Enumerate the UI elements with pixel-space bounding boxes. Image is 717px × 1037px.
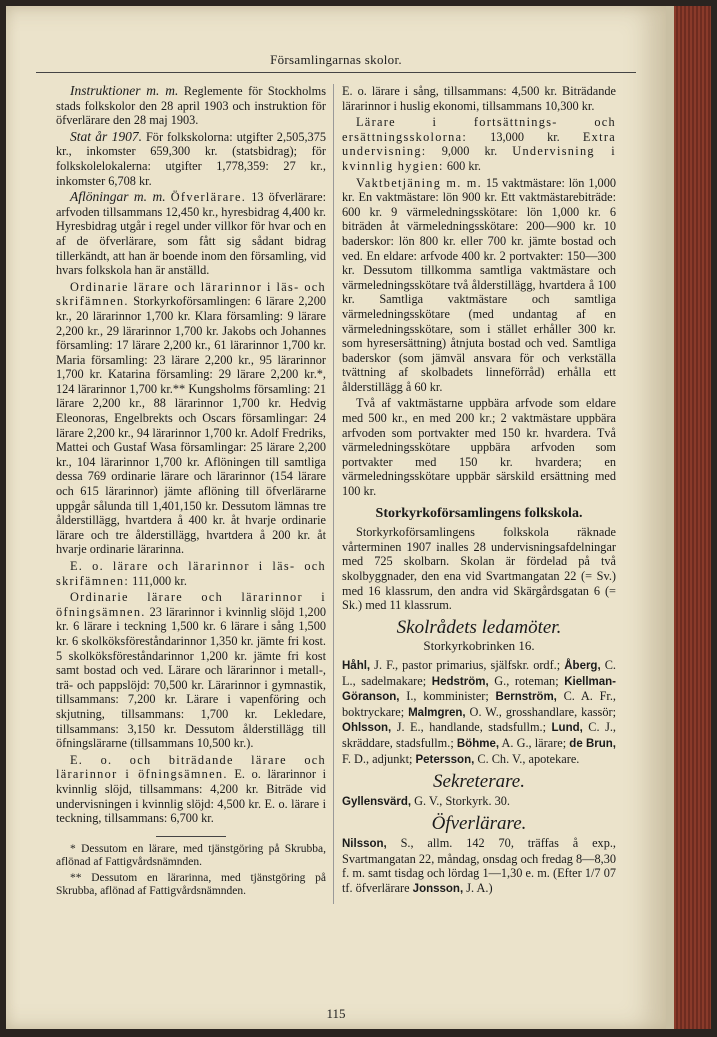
paragraph: [56, 190, 326, 278]
member-name: Malmgren,: [408, 706, 466, 719]
member-text: C. A. Fr., boktryckare;: [342, 689, 616, 719]
footnote: ** Dessutom en lärarinna, med tjänstgöring på Skrubba, aflönad af Fattigvårdsnämnden.: [56, 871, 326, 898]
member-name: Hedström,: [431, 675, 489, 688]
member-name: Bernström,: [495, 691, 557, 704]
entry-text: J. A.): [463, 880, 493, 895]
section-heading: Aflöningar m. m.: [70, 189, 166, 205]
spaced-heading: Extra undervisning:: [342, 129, 617, 159]
page-number: 115: [326, 1006, 346, 1021]
member-name: de Brun,: [569, 737, 616, 750]
paragraph: [56, 130, 326, 188]
person-name: Gyllensvärd,: [342, 795, 412, 808]
member-text: J. E., handlande, stadsfullm.;: [391, 720, 552, 735]
paragraph-text: 111,000 kr.: [132, 573, 187, 588]
person-name: Nilsson,: [342, 837, 387, 850]
paragraph-text: 23 lärarinnor i kvinnlig slöjd 1,200 kr. 6 lärare i teckning 1,500 kr. 6 lärare i sång 1,500 kr. 6 skolköksföreståndarinnor 1,350 kr. jämte fri kost. 5 skolköksföreståndarinnor 1,200 kr. jämte fri kost samt bostad och ved. Lärare och lärarinnor i metall-, trä- och pappslöjd: 70,500 kr. Lärarinnor i gymnastik, tillsammans: 7,200 kr. Lärare i vapenföring och skjutning, tillsammans: 1,700 kr. Lekledare, tillsammans: 3,150 kr. Dessutom ålderstillägg till öfningslärarne (tillsammans 10,500 kr.).: [56, 604, 327, 751]
section-title: Storkyrkoförsamlingens folkskola.: [375, 505, 583, 521]
paragraph-text: 13,000 kr.: [490, 129, 560, 144]
paragraph-text: Storkyrkoförsamlingen: 6 lärare 2,200 kr., 20 lärarinnor 1,700 kr. Klara församling: 9 lärare 2,200 kr., 29 lärarinnor 1,700 kr. Jakobs och Johannes församling: 17 lärare 2,200 kr., 61 lärarinnor 1,700 kr. Maria församling: 23 lärare 2,200 kr., 95 lärarinnor 1,700 kr. Katarina församling: 29 lärare 2,200 kr.*, 124 lärarinnor 1,700 kr.** Kungsholms församling: 21 lärare 2,200 kr., 88 lärarinnor 1,700 kr. Hedvig Eleonoras, Engelbrekts och Oscars församlingar: 24 lärare 2,200 kr., 94 lärarinnor 1,700 kr. Adolf Fredriks, Mattei och Gustaf Wasa församlingar: 25 lärare 2,200 kr., 104 lärarinnor 1,700 kr. Aflöningen till samtliga dessa 769 ordinarie lärare och lärarinnor (154 lärare och 615 lärarinnor) jämte aflöning till öfverlärarne uppgår sålunda till 1,401,150 kr. Dessutom lämnas tre ålderstillägg, hvartdera å 400 kr. åt hvarje ordinarie lärare och tre ålderstillägg, hvartdera å 200 kr. åt hvarje ordinarie lärarinna.: [56, 294, 326, 557]
spaced-heading: E. o. lärare och lärarinnor i läs- och skrifämnen:: [56, 559, 326, 588]
entry-text: G. V., Storkyrk. 30.: [411, 793, 511, 808]
heading-sekreterare: Sekreterare.: [433, 771, 525, 793]
member-name: Håhl,: [342, 659, 371, 672]
running-header: Församlingarnas skolor.: [270, 52, 402, 67]
spaced-heading: Lärare i fortsättnings- och ersättningsskolorna:: [342, 115, 616, 144]
spaced-heading: Vaktbetjäning m. m.: [356, 175, 483, 190]
paragraph: [56, 280, 326, 557]
spaced-heading: Öfverlärare.: [170, 190, 247, 205]
column-divider: [333, 84, 334, 904]
left-column: [56, 84, 326, 901]
page-edge: [666, 6, 674, 1029]
paragraph: [342, 176, 616, 395]
spaced-heading: Ordinarie lärare och lärarinnor i läs- och skrifämnen.: [56, 279, 326, 309]
member-name: Petersson,: [415, 753, 475, 766]
header-rule: [36, 72, 636, 73]
paragraph: [56, 753, 326, 826]
member-text: I., komminister;: [399, 689, 496, 704]
paragraph: [342, 115, 616, 173]
member-name: Lund,: [551, 722, 583, 735]
paragraph-text: 600 kr.: [446, 158, 482, 173]
footnote: * Dessutom en lärare, med tjänstgöring på Skrubba, aflönad af Fattigvårdsnämnden.: [56, 842, 326, 869]
member-name: Böhme,: [456, 737, 500, 750]
paragraph-text: 15 vaktmästare: lön 1,000 kr. En vaktmästare: lön 900 kr. Ett vaktmästarebiträde: 600 kr. 9 värmeledningsskötare: lön 1,000 kr. 6 biträden åt värmeledningsskötare: 200—900 kr. 10 baderskor: lön 800 kr. eller 700 kr. jämte bostad och ved. En eldare: arfvode 400 kr. 2 portvakter: 150—300 kr. Dessutom tillkomma samtliga vaktmästare och värmeledningsskötare två ålderstillägg, hvartdera å 100 kr. Samtliga vaktmästare och samtliga värmeledningsskötare (med undantag af en värmeledningsskötare, som i stället erhåller 300 kr. som hyresersättning) åtnjuta bostad och ved. Samtliga baderskor (som jämväl ansvara för och verkställa tvättning af skolbadets linneförråd) erhålla ett ålderstillägg å 60 kr.: [342, 175, 616, 394]
footnote-rule: [156, 836, 226, 837]
spaced-heading: E. o. och biträdande lärare och lärarinnor i öfningsämnen.: [56, 752, 326, 782]
member-name: Åberg,: [564, 659, 601, 672]
member-text: J. F., pastor primarius, själfskr. ordf.;: [370, 657, 565, 672]
paragraph: E. o. lärare i sång, tillsammans: 4,500 kr. Biträdande lärarinnor i huslig ekonomi, tillsammans 10,300 kr.: [342, 84, 616, 113]
member-text: O. W., grosshandlare, kassör;: [465, 704, 616, 719]
paragraph-text: Reglemente för Stockholms stads folkskolor den 28 april 1903 och instruktion för öfverlärare den 28 maj 1903.: [56, 84, 326, 128]
members-list: [342, 658, 616, 767]
person-name: Jonsson,: [412, 882, 464, 895]
spaced-heading: Undervisning i kvinnlig hygien:: [342, 144, 617, 173]
paragraph: [56, 559, 326, 588]
headmaster-entry: [342, 836, 616, 896]
member-text: C. J., skräddare, stadsfullm.;: [342, 720, 617, 750]
heading-skolradet: Skolrådets ledamöter.: [396, 616, 562, 638]
secretary-entry: [342, 794, 616, 810]
member-text: C. L., sadelmakare;: [342, 657, 616, 688]
heading-ofverlarare: Öfverlärare.: [431, 813, 527, 835]
book-page: [6, 6, 666, 1029]
member-text: A. G., lärare;: [499, 735, 570, 750]
paragraph: [56, 84, 326, 128]
section-heading: Stat år 1907.: [70, 128, 142, 144]
entry-text: S., allm. 142 70, träffas å exp., Svartmangatan 22, måndag, onsdag och fredag 8—8,30 f. m. samt tisdag och lördag 1—1,30 e. m. (Efter 1/7 07 tf. öfverlärare: [342, 835, 616, 895]
paragraph-text: 13 öfverlärare: arfvoden tillsammans 12,450 kr., hyresbidrag 4,400 kr. Hyresbidrag utgår i regel under villkor för hvar och en af de öfverlärare, som fått sig sådant bidrag tillerkändt, att han är boende inom den församling, vid hvars folkskola han är anställd.: [56, 190, 327, 278]
member-text: G., roteman;: [488, 673, 565, 688]
member-name: Ohlsson,: [342, 722, 392, 735]
member-name: Kiellman-Göranson,: [342, 675, 616, 704]
right-column: [342, 84, 616, 898]
member-text: C. Ch. V., apotekare.: [474, 751, 580, 766]
member-text: F. D., adjunkt;: [342, 751, 416, 766]
paragraph-text: E. o. lärarinnor i kvinnlig slöjd, tillsammans: 4,200 kr. Biträde vid undervisningen i kvinnlig slöjd: 4,500 kr. E. o. lärare i teckning, tillsammans: 6,700 kr.: [56, 767, 326, 826]
paragraph: Storkyrkoförsamlingens folkskola räknade vårterminen 1907 inalles 28 undervisningsafdelningar med 725 skolbarn. Skolan är fördelad på två skolbyggnader, den ena vid Svartmangatan 22 (= Sv.) med 16 klassrum, den andra vid Skärgårdsgatan 6 (= Sk.) med 11 klassrum.: [342, 525, 616, 613]
subheading-address: Storkyrkobrinken 16.: [423, 638, 535, 654]
paragraph: Två af vaktmästarne uppbära arfvode som eldare med 500 kr., en med 200 kr.; 2 vaktmästare uppbära arfvoden som portvakter med 150 kr. hvardera. Två värmeledningsskötare uppbära arfvoden som portvakter med 150 kr. hvardera; en värmeledningsskötare uppbär särskild ersättning med 100 kr.: [342, 396, 616, 499]
spaced-heading: Ordinarie lärare och lärarinnor i öfningsämnen.: [56, 590, 326, 619]
paragraph-text: För folkskolorna: utgifter 2,505,375 kr., inkomster 659,300 kr. (statsbidrag); för folkskolelokalerna: utgifter 1,778,359: 27 kr., inkomster 6,708 kr.: [56, 129, 326, 188]
section-heading: Instruktioner m. m.: [70, 83, 179, 98]
paragraph: [56, 590, 326, 751]
paragraph-text: 9,000 kr.: [441, 144, 498, 159]
